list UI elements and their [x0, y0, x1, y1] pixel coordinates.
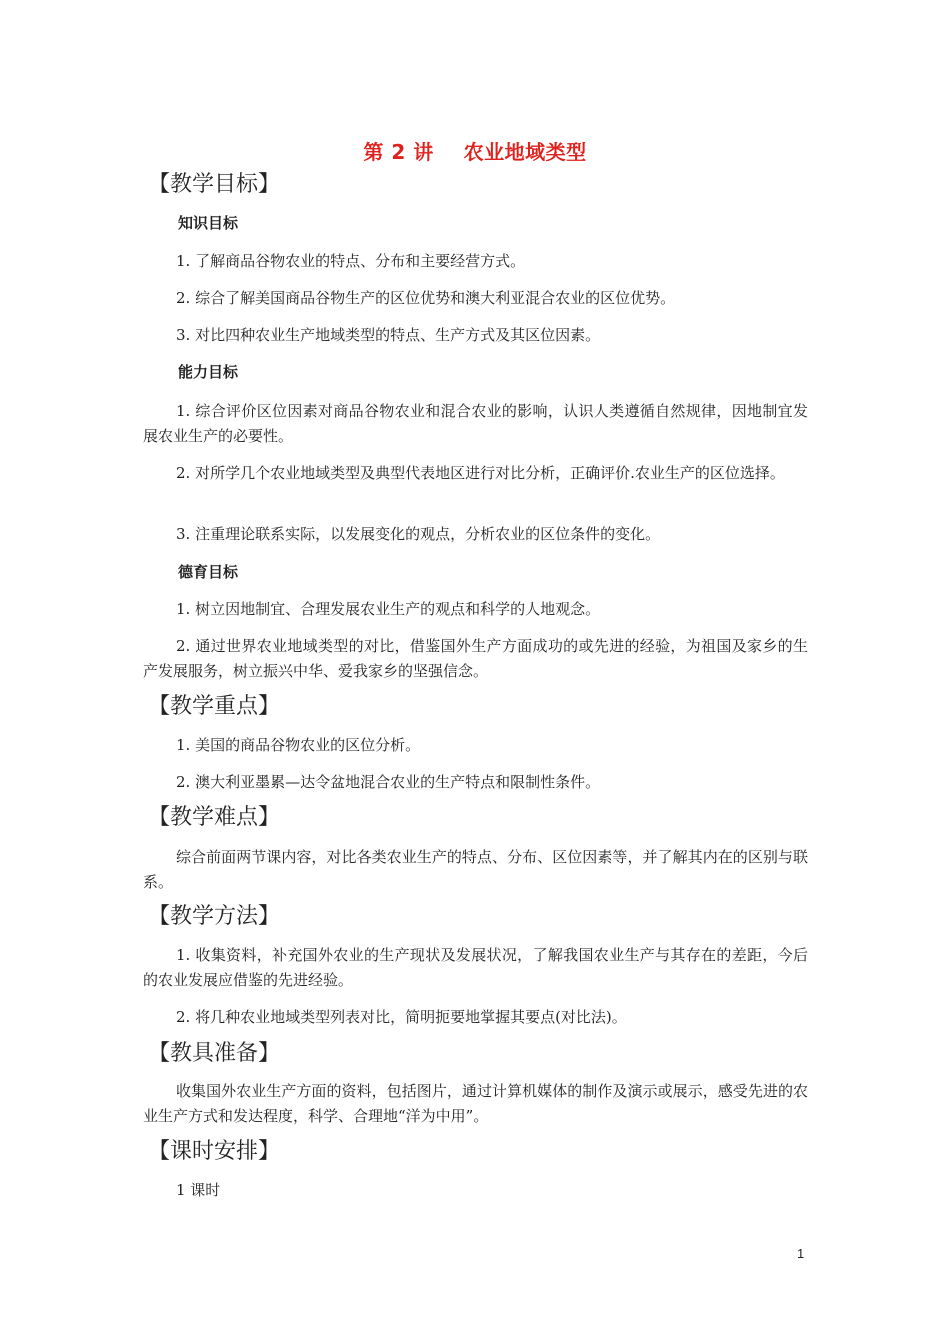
subheading-knowledge: 知识目标 [178, 214, 239, 232]
ability-item: 2. 对所学几个农业地域类型及典型代表地区进行对比分析，正确评价.农业生产的区位选择。 [176, 464, 785, 482]
section-heading-goals: 【教学目标】 [148, 172, 281, 197]
page-number: 1 [797, 1246, 805, 1261]
page-title: 第 2 讲 农业地域类型 [363, 140, 587, 164]
section-heading-difficult: 【教学难点】 [148, 805, 281, 830]
section-heading-schedule: 【课时安排】 [148, 1139, 281, 1164]
subheading-ability: 能力目标 [178, 363, 239, 381]
ability-item: 1. 综合评价区位因素对商品谷物农业和混合农业的影响，认识人类遵循自然规律，因地制宜发展农业生产的必要性。 [143, 402, 808, 445]
method-item: 1. 收集资料，补充国外农业的生产现状及发展状况，了解我国农业生产与其存在的差距，今后的农业发展应借鉴的先进经验。 [143, 946, 808, 989]
difficult-text: 综合前面两节课内容，对比各类农业生产的特点、分布、区位因素等，并了解其内在的区别与联系。 [143, 848, 808, 891]
moral-item: 2. 通过世界农业地域类型的对比，借鉴国外生产方面成功的或先进的经验，为祖国及家乡的生产发展服务，树立振兴中华、爱我家乡的坚强信念。 [143, 637, 808, 680]
tools-text: 收集国外农业生产方面的资料，包括图片，通过计算机媒体的制作及演示或展示，感受先进的农业生产方式和发达程度，科学、合理地“洋为中用”。 [143, 1082, 808, 1125]
section-heading-key: 【教学重点】 [148, 694, 281, 719]
key-item: 1. 美国的商品谷物农业的区位分析。 [176, 736, 421, 754]
moral-item: 1. 树立因地制宜、合理发展农业生产的观点和科学的人地观念。 [176, 600, 601, 618]
section-heading-method: 【教学方法】 [148, 904, 281, 929]
method-item: 2. 将几种农业地域类型列表对比，简明扼要地掌握其要点(对比法)。 [176, 1008, 627, 1026]
schedule-text: 1 课时 [176, 1181, 221, 1199]
subheading-moral: 德育目标 [178, 563, 239, 581]
key-item: 2. 澳大利亚墨累—达令盆地混合农业的生产特点和限制性条件。 [176, 773, 601, 791]
knowledge-item: 3. 对比四种农业生产地域类型的特点、生产方式及其区位因素。 [176, 326, 601, 344]
knowledge-item: 1. 了解商品谷物农业的特点、分布和主要经营方式。 [176, 252, 526, 270]
section-heading-tools: 【教具准备】 [148, 1041, 281, 1066]
ability-item: 3. 注重理论联系实际，以发展变化的观点，分析农业的区位条件的变化。 [176, 525, 661, 543]
knowledge-item: 2. 综合了解美国商品谷物生产的区位优势和澳大利亚混合农业的区位优势。 [176, 289, 676, 307]
